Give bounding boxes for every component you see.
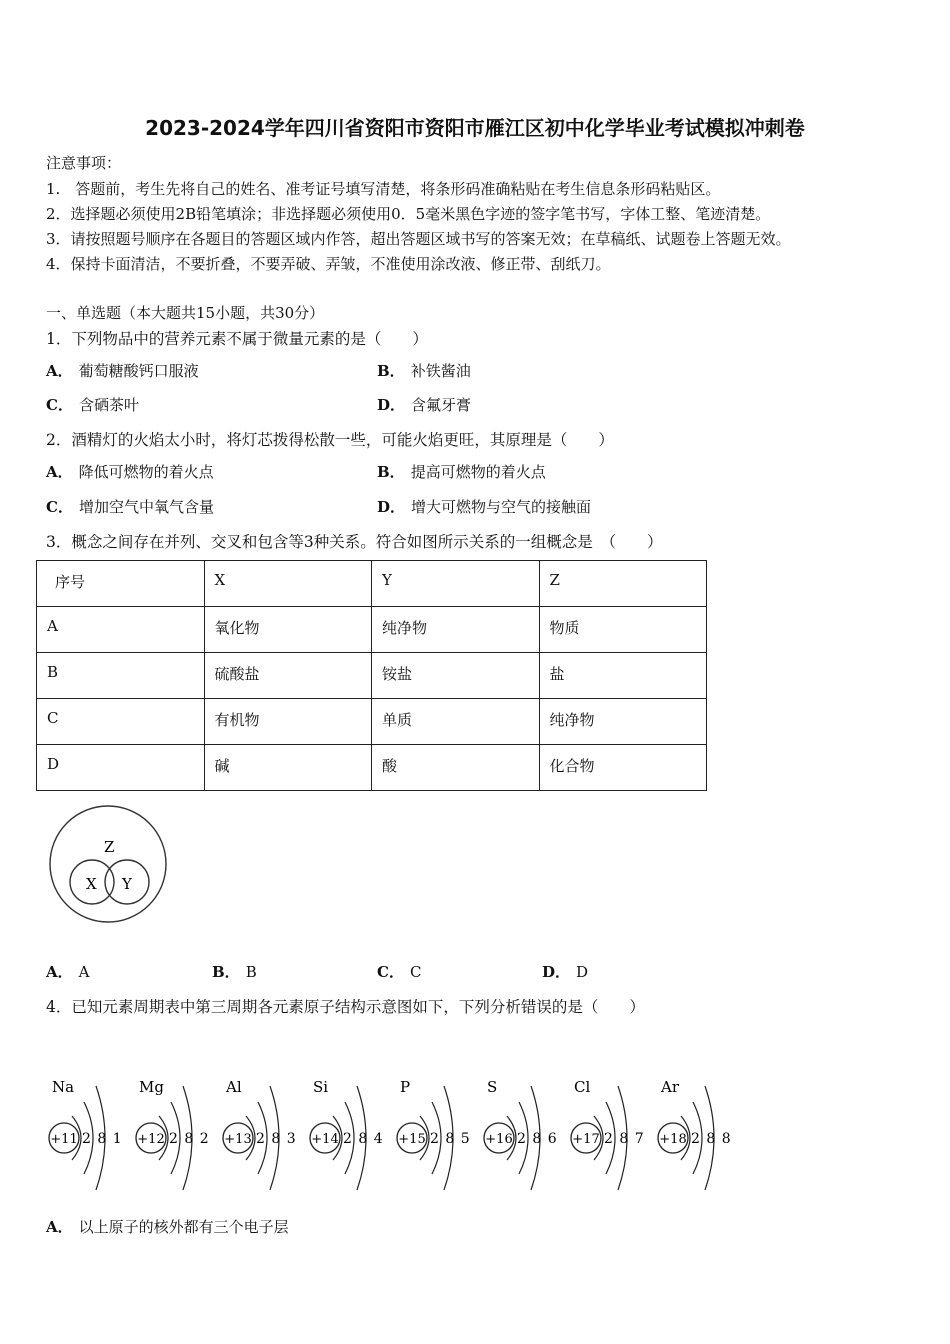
nucleus-charge: +17 [572,1132,600,1147]
atom-symbol: Ar [661,1078,680,1096]
atom-diagram [310,1078,384,1190]
table-row [37,653,707,699]
atom-symbol: Cl [574,1078,591,1096]
venn-label-x: X [86,875,97,893]
electron-counts: 2 8 4 [343,1131,384,1147]
nucleus-charge: +12 [137,1132,165,1147]
q1-option-c[interactable]: C． 含硒茶叶 [46,396,139,414]
table-cell: D [37,745,205,791]
nucleus-charge: +14 [311,1132,339,1147]
q4-option-a[interactable]: A． 以上原子的核外都有三个电子层 [46,1218,289,1236]
atom-diagram [484,1078,558,1190]
section-heading: 一、单选题（本大题共15小题，共30分） [46,304,325,322]
nucleus-charge: +11 [50,1132,78,1147]
concept-table [36,560,707,791]
electron-counts: 2 8 7 [604,1131,645,1147]
venn-outer-circle-z [50,806,166,922]
table-cell: A [37,607,205,653]
q1-option-a[interactable]: A． 葡萄糖酸钙口服液 [46,362,199,380]
atom-diagram [223,1078,297,1190]
table-cell: 单质 [372,699,540,745]
atom-symbol: Al [226,1078,242,1096]
table-header: Y [372,561,540,607]
atom-symbol: Na [52,1078,75,1096]
atom-symbol: P [400,1078,411,1096]
q4-stem: 4．已知元素周期表中第三周期各元素原子结构示意图如下，下列分析错误的是（ ） [46,998,645,1016]
table-row [37,745,707,791]
nucleus-charge: +16 [485,1132,513,1147]
table-cell: 氧化物 [204,607,372,653]
q3-option-b[interactable]: B． B [212,963,257,981]
table-cell: 酸 [372,745,540,791]
table-row [37,699,707,745]
notice-item-2: 2．选择题必须使用2B铅笔填涂；非选择题必须使用0．5毫米黑色字迹的签字笔书写，字体工整、笔迹清楚。 [46,205,771,223]
nucleus-charge: +18 [659,1132,687,1147]
table-cell: 盐 [539,653,707,699]
notice-item-4: 4．保持卡面清洁，不要折叠，不要弄破、弄皱，不准使用涂改液、修正带、刮纸刀。 [46,255,611,273]
table-header: X [204,561,372,607]
atom-structure-diagrams [40,1070,740,1200]
table-cell: 物质 [539,607,707,653]
q3-stem: 3．概念之间存在并列、交叉和包含等3种关系。符合如图所示关系的一组概念是 （ ） [46,533,663,551]
q1-option-b[interactable]: B． 补铁酱油 [377,362,471,380]
atom-diagram [136,1078,210,1190]
notice-heading: 注意事项： [46,154,122,172]
venn-label-z: Z [104,838,115,856]
table-row [37,607,707,653]
atom-diagram [49,1078,123,1190]
atom-diagram [397,1078,471,1190]
electron-counts: 2 8 1 [82,1131,123,1147]
q2-option-a[interactable]: A． 降低可燃物的着火点 [46,463,214,481]
electron-counts: 2 8 6 [517,1131,558,1147]
table-header: Z [539,561,707,607]
q3-option-d[interactable]: D． D [542,963,589,981]
table-cell: B [37,653,205,699]
electron-counts: 2 8 8 [691,1131,732,1147]
electron-counts: 2 8 5 [430,1131,471,1147]
atom-symbol: Si [313,1078,329,1096]
electron-counts: 2 8 2 [169,1131,210,1147]
atom-symbol: S [487,1078,498,1096]
page-title: 2023-2024学年四川省资阳市资阳市雁江区初中化学毕业考试模拟冲刺卷 [145,116,805,140]
atom-symbol: Mg [139,1078,164,1096]
q2-option-b[interactable]: B． 提高可燃物的着火点 [377,463,546,481]
table-cell: 硫酸盐 [204,653,372,699]
table-cell: 化合物 [539,745,707,791]
q3-option-a[interactable]: A． A [46,963,90,981]
table-cell: 纯净物 [539,699,707,745]
notice-item-3: 3．请按照题号顺序在各题目的答题区域内作答，超出答题区域书写的答案无效；在草稿纸、试题卷上答题无效。 [46,230,791,248]
table-header-row [37,561,707,607]
q3-option-c[interactable]: C． C [377,963,422,981]
nucleus-charge: +13 [224,1132,252,1147]
table-cell: 碱 [204,745,372,791]
venn-label-y: Y [122,875,132,893]
q2-stem: 2．酒精灯的火焰太小时，将灯芯拨得松散一些，可能火焰更旺，其原理是（ ） [46,431,614,449]
notice-item-1: 1. 答题前，考生先将自己的姓名、准考证号填写清楚，将条形码准确粘贴在考生信息条形码粘贴区。 [46,180,721,198]
electron-counts: 2 8 3 [256,1131,297,1147]
table-cell: C [37,699,205,745]
q2-option-d[interactable]: D． 增大可燃物与空气的接触面 [377,498,592,516]
q1-option-d[interactable]: D． 含氟牙膏 [377,396,472,414]
atom-diagram [658,1078,732,1190]
atom-diagram [571,1078,645,1190]
nucleus-charge: +15 [398,1132,426,1147]
table-cell: 纯净物 [372,607,540,653]
q2-option-c[interactable]: C． 增加空气中氧气含量 [46,498,214,516]
q1-stem: 1．下列物品中的营养元素不属于微量元素的是（ ） [46,330,428,348]
table-cell: 铵盐 [372,653,540,699]
venn-diagram [40,800,180,930]
table-header: 序号 [37,561,205,607]
table-cell: 有机物 [204,699,372,745]
